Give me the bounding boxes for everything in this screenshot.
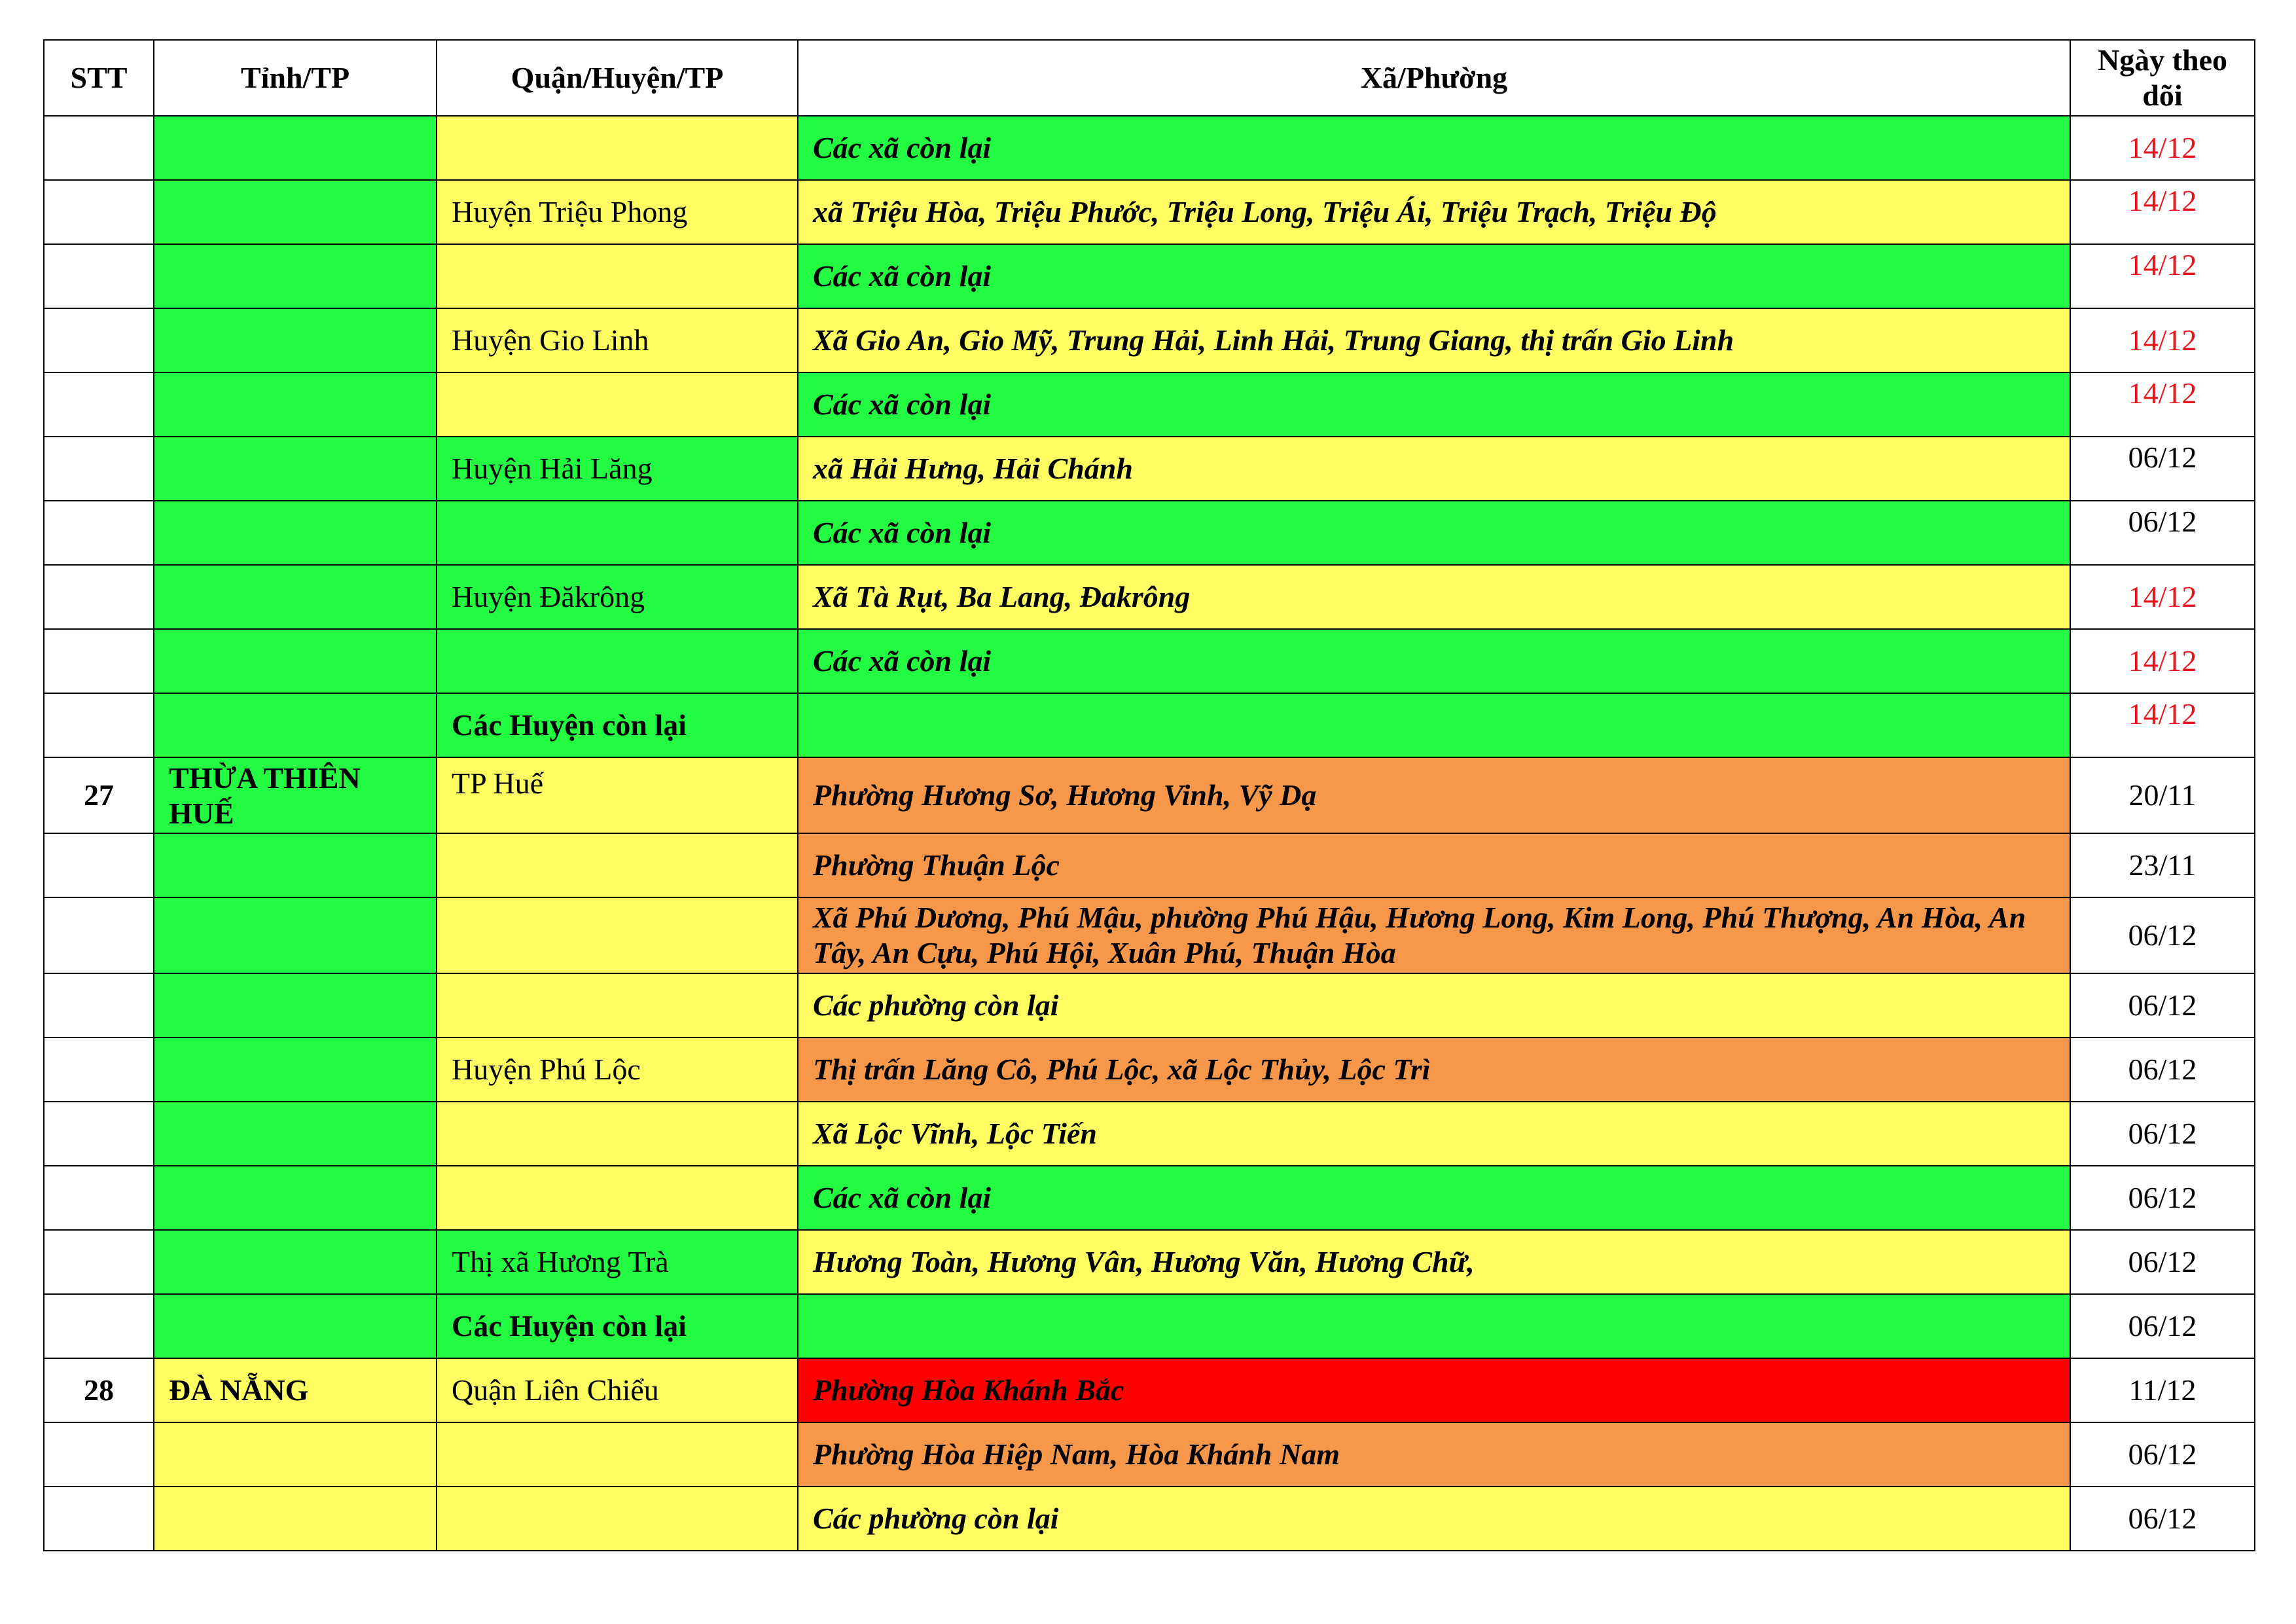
table-row xyxy=(44,1294,2255,1358)
district-cell: Các Huyện còn lại xyxy=(437,1294,798,1358)
date-cell: 06/12 xyxy=(2070,1038,2255,1102)
table-row xyxy=(44,833,2255,897)
table-row xyxy=(44,1166,2255,1230)
ward-cell: Các xã còn lại xyxy=(798,1166,2070,1230)
ward-cell: Các xã còn lại xyxy=(798,116,2070,180)
stt-cell xyxy=(44,437,154,501)
district-cell xyxy=(437,501,798,565)
stt-cell xyxy=(44,973,154,1038)
date-cell: 14/12 xyxy=(2070,308,2255,372)
ward-cell: Xã Lộc Vĩnh, Lộc Tiến xyxy=(798,1102,2070,1166)
ward-cell: Các phường còn lại xyxy=(798,1487,2070,1551)
province-cell xyxy=(154,1294,437,1358)
ward-cell: Các xã còn lại xyxy=(798,244,2070,308)
stt-cell xyxy=(44,372,154,437)
province-cell: ĐÀ NẴNG xyxy=(154,1358,437,1422)
table-row xyxy=(44,973,2255,1038)
district-cell: Huyện Hải Lăng xyxy=(437,437,798,501)
ward-cell: Các xã còn lại xyxy=(798,501,2070,565)
header-row xyxy=(44,40,2255,116)
stt-cell xyxy=(44,1294,154,1358)
table-row xyxy=(44,1487,2255,1551)
ward-cell: Phường Thuận Lộc xyxy=(798,833,2070,897)
ward-cell: xã Hải Hưng, Hải Chánh xyxy=(798,437,2070,501)
date-cell: 06/12 xyxy=(2070,1487,2255,1551)
date-cell: 06/12 xyxy=(2070,1294,2255,1358)
stt-cell xyxy=(44,308,154,372)
table-row xyxy=(44,372,2255,437)
table-row xyxy=(44,757,2255,833)
province-cell xyxy=(154,1166,437,1230)
ward-cell: xã Triệu Hòa, Triệu Phước, Triệu Long, Triệu Ái, Triệu Trạch, Triệu Độ xyxy=(798,180,2070,244)
province-cell xyxy=(154,693,437,757)
table-row xyxy=(44,693,2255,757)
province-cell xyxy=(154,1422,437,1487)
province-cell xyxy=(154,1102,437,1166)
district-cell xyxy=(437,629,798,693)
table-row xyxy=(44,1102,2255,1166)
ward-cell: Phường Hòa Khánh Bắc xyxy=(798,1358,2070,1422)
province-cell xyxy=(154,629,437,693)
province-cell xyxy=(154,501,437,565)
ward-cell: Phường Hòa Hiệp Nam, Hòa Khánh Nam xyxy=(798,1422,2070,1487)
date-cell: 20/11 xyxy=(2070,757,2255,833)
date-cell: 06/12 xyxy=(2070,973,2255,1038)
stt-cell xyxy=(44,1166,154,1230)
district-cell: Huyện Đăkrông xyxy=(437,565,798,629)
date-cell: 11/12 xyxy=(2070,1358,2255,1422)
date-cell: 06/12 xyxy=(2070,437,2255,501)
date-cell: 14/12 xyxy=(2070,693,2255,757)
district-cell: Huyện Phú Lộc xyxy=(437,1038,798,1102)
table-row xyxy=(44,1358,2255,1422)
district-cell: TP Huế xyxy=(437,757,798,833)
stt-cell xyxy=(44,1102,154,1166)
date-cell: 23/11 xyxy=(2070,833,2255,897)
stt-cell xyxy=(44,116,154,180)
table-row xyxy=(44,244,2255,308)
province-cell xyxy=(154,1230,437,1294)
province-cell xyxy=(154,565,437,629)
stt-cell xyxy=(44,501,154,565)
stt-cell xyxy=(44,1230,154,1294)
ward-cell: Các xã còn lại xyxy=(798,629,2070,693)
district-cell xyxy=(437,372,798,437)
ward-cell: Hương Toàn, Hương Vân, Hương Văn, Hương Chữ, xyxy=(798,1230,2070,1294)
ward-cell: Xã Phú Dương, Phú Mậu, phường Phú Hậu, Hương Long, Kim Long, Phú Thượng, An Hòa, An Tây, An Cựu, Phú Hội, Xuân Phú, Thuận Hòa xyxy=(798,897,2070,973)
district-cell xyxy=(437,116,798,180)
stt-cell xyxy=(44,693,154,757)
stt-cell xyxy=(44,180,154,244)
district-cell xyxy=(437,1166,798,1230)
stt-cell xyxy=(44,1422,154,1487)
province-cell xyxy=(154,308,437,372)
table-row xyxy=(44,116,2255,180)
stt-cell xyxy=(44,897,154,973)
ward-cell: Các xã còn lại xyxy=(798,372,2070,437)
province-cell xyxy=(154,973,437,1038)
table-row xyxy=(44,897,2255,973)
covid-risk-table xyxy=(43,39,2255,1551)
district-cell xyxy=(437,1422,798,1487)
province-cell xyxy=(154,180,437,244)
district-cell: Các Huyện còn lại xyxy=(437,693,798,757)
stt-cell xyxy=(44,1487,154,1551)
header-province: Tỉnh/TP xyxy=(154,40,437,116)
stt-cell xyxy=(44,565,154,629)
date-cell: 14/12 xyxy=(2070,629,2255,693)
stt-cell xyxy=(44,244,154,308)
district-cell xyxy=(437,1487,798,1551)
province-cell xyxy=(154,1038,437,1102)
district-cell: Huyện Gio Linh xyxy=(437,308,798,372)
province-cell xyxy=(154,116,437,180)
province-cell xyxy=(154,437,437,501)
district-cell xyxy=(437,973,798,1038)
stt-cell xyxy=(44,1038,154,1102)
header-stt: STT xyxy=(44,40,154,116)
date-cell: 14/12 xyxy=(2070,565,2255,629)
district-cell xyxy=(437,833,798,897)
header-date: Ngày theo dõi xyxy=(2070,40,2255,116)
table-row xyxy=(44,308,2255,372)
date-cell: 14/12 xyxy=(2070,116,2255,180)
district-cell xyxy=(437,244,798,308)
header-district: Quận/Huyện/TP xyxy=(437,40,798,116)
date-cell: 06/12 xyxy=(2070,1102,2255,1166)
date-cell: 06/12 xyxy=(2070,1422,2255,1487)
district-cell: Quận Liên Chiểu xyxy=(437,1358,798,1422)
ward-cell: Các phường còn lại xyxy=(798,973,2070,1038)
table-row xyxy=(44,1230,2255,1294)
table-row xyxy=(44,1038,2255,1102)
header-ward: Xã/Phường xyxy=(798,40,2070,116)
district-cell xyxy=(437,1102,798,1166)
stt-cell: 27 xyxy=(44,757,154,833)
stt-cell xyxy=(44,629,154,693)
date-cell: 06/12 xyxy=(2070,897,2255,973)
table-row xyxy=(44,437,2255,501)
date-cell: 14/12 xyxy=(2070,244,2255,308)
ward-cell: Xã Gio An, Gio Mỹ, Trung Hải, Linh Hải, Trung Giang, thị trấn Gio Linh xyxy=(798,308,2070,372)
ward-cell: Phường Hương Sơ, Hương Vinh, Vỹ Dạ xyxy=(798,757,2070,833)
province-cell xyxy=(154,372,437,437)
date-cell: 06/12 xyxy=(2070,501,2255,565)
province-cell xyxy=(154,897,437,973)
ward-cell xyxy=(798,693,2070,757)
district-cell: Huyện Triệu Phong xyxy=(437,180,798,244)
ward-cell: Thị trấn Lăng Cô, Phú Lộc, xã Lộc Thủy, Lộc Trì xyxy=(798,1038,2070,1102)
stt-cell xyxy=(44,833,154,897)
province-cell xyxy=(154,1487,437,1551)
ward-cell xyxy=(798,1294,2070,1358)
district-cell xyxy=(437,897,798,973)
stt-cell: 28 xyxy=(44,1358,154,1422)
table-row xyxy=(44,1422,2255,1487)
date-cell: 06/12 xyxy=(2070,1166,2255,1230)
province-cell: THỪA THIÊN HUẾ xyxy=(154,757,437,833)
province-cell xyxy=(154,833,437,897)
table-row xyxy=(44,501,2255,565)
district-cell: Thị xã Hương Trà xyxy=(437,1230,798,1294)
ward-cell: Xã Tà Rụt, Ba Lang, Đakrông xyxy=(798,565,2070,629)
date-cell: 14/12 xyxy=(2070,372,2255,437)
table-row xyxy=(44,629,2255,693)
table-row xyxy=(44,180,2255,244)
date-cell: 14/12 xyxy=(2070,180,2255,244)
table-row xyxy=(44,565,2255,629)
province-cell xyxy=(154,244,437,308)
date-cell: 06/12 xyxy=(2070,1230,2255,1294)
